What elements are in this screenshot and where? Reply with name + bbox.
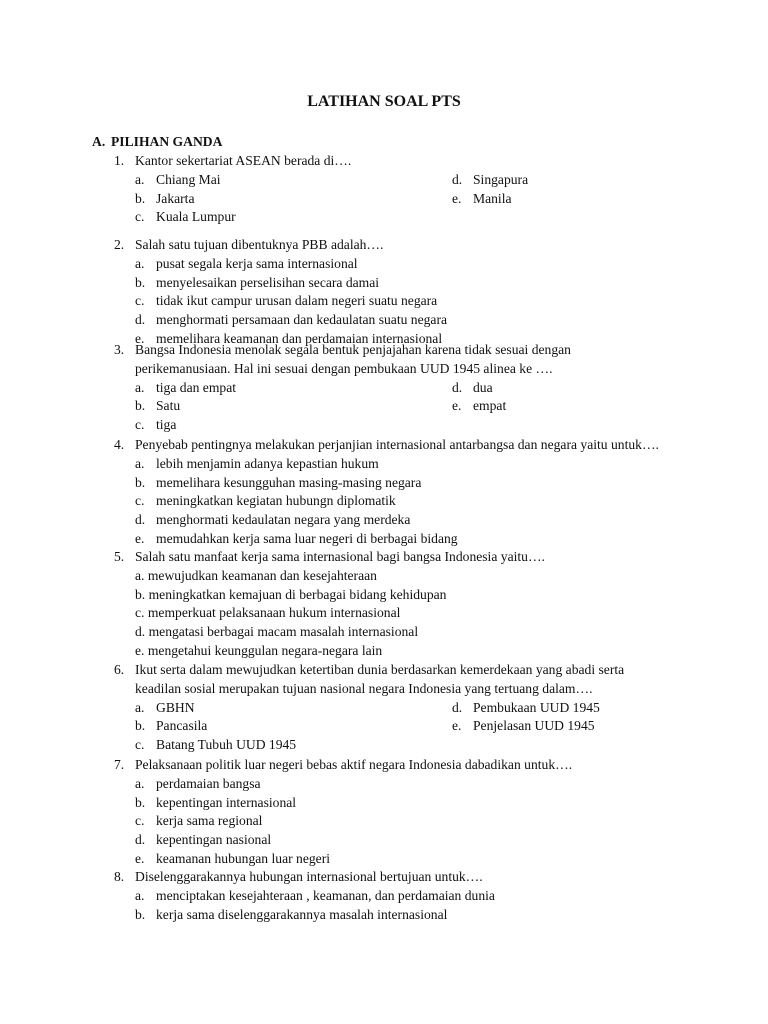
answer-option xyxy=(135,455,379,473)
option-text: perdamaian bangsa xyxy=(156,775,261,791)
question-number: 5. xyxy=(114,549,125,564)
option-letter: c. xyxy=(135,605,145,621)
option-letter: a. xyxy=(135,775,145,791)
question-text: Penyebab pentingnya melakukan perjanjian internasional antarbangsa dan negara yaitu untuk…. xyxy=(135,437,659,452)
option-text: empat xyxy=(473,398,507,414)
question-text: Ikut serta dalam mewujudkan ketertiban dunia berdasarkan kemerdekaan yang abadi serta xyxy=(135,662,625,677)
option-text: mengatasi berbagai macam masalah internasional xyxy=(148,624,419,640)
answer-option xyxy=(135,474,421,492)
option-letter: a. xyxy=(135,567,145,583)
option-letter: d. xyxy=(135,832,146,848)
answer-option xyxy=(135,699,195,717)
question-number: 2. xyxy=(114,237,125,252)
question-text: Salah satu tujuan dibentuknya PBB adalah…. xyxy=(135,237,384,252)
answer-option xyxy=(135,492,396,510)
option-text: lebih menjamin adanya kepastian hukum xyxy=(156,455,379,471)
answer-option xyxy=(135,511,410,529)
answer-option xyxy=(135,190,195,208)
option-letter: c. xyxy=(135,293,145,309)
question-text: Diselenggarakannya hubungan internasional bertujuan untuk…. xyxy=(135,869,483,884)
answer-option xyxy=(452,397,506,415)
option-text: memperkuat pelaksanaan hukum internasional xyxy=(147,605,401,621)
answer-option xyxy=(135,831,271,849)
option-letter: b. xyxy=(135,906,146,922)
answer-option xyxy=(452,190,512,208)
question-text: Pelaksanaan politik luar negeri bebas aktif negara Indonesia dabadikan untuk…. xyxy=(135,757,573,772)
answer-option xyxy=(135,604,400,622)
option-text: Chiang Mai xyxy=(156,171,221,187)
option-letter: a. xyxy=(135,171,145,187)
option-text: menyelesaikan perselisihan secara damai xyxy=(156,274,380,290)
answer-option xyxy=(135,208,236,226)
option-text: menciptakan kesejahteraan , keamanan, dan perdamaian dunia xyxy=(156,887,495,903)
option-text: menghormati persamaan dan kedaulatan suatu negara xyxy=(156,312,448,328)
option-text: Jakarta xyxy=(156,190,195,206)
answer-option xyxy=(135,292,437,310)
section-label: PILIHAN GANDA xyxy=(111,134,223,149)
option-text: GBHN xyxy=(156,699,195,715)
question-number: 7. xyxy=(114,757,125,772)
section-heading xyxy=(92,134,222,150)
question-text: Bangsa Indonesia menolak segala bentuk penjajahan karena tidak sesuai dengan xyxy=(135,342,571,357)
option-text: Manila xyxy=(473,190,512,206)
option-letter: b. xyxy=(135,398,146,414)
option-text: tiga xyxy=(156,417,177,433)
section-letter: A. xyxy=(92,134,106,149)
option-letter: e. xyxy=(135,531,145,546)
answer-option xyxy=(135,906,447,924)
answer-option xyxy=(452,171,528,189)
option-text: mewujudkan keamanan dan kesejahteraan xyxy=(147,567,377,583)
option-text: kerja sama regional xyxy=(156,813,263,829)
option-text: menghormati kedaulatan negara yang merdeka xyxy=(156,512,411,528)
option-text: memudahkan kerja sama luar negeri di berbagai bidang xyxy=(156,531,458,546)
option-letter: e. xyxy=(135,331,145,346)
question-number: 4. xyxy=(114,437,125,452)
question-text: Kantor sekertariat ASEAN berada di…. xyxy=(135,153,352,168)
option-text: meningkatkan kegiatan hubungn diplomatik xyxy=(156,493,396,509)
option-letter: a. xyxy=(135,887,145,903)
option-letter: b. xyxy=(135,794,146,810)
option-letter: b. xyxy=(135,190,146,206)
question-number: 1. xyxy=(114,153,125,168)
option-letter: c. xyxy=(135,209,145,225)
answer-option xyxy=(135,171,221,189)
answer-option xyxy=(135,850,330,868)
option-text: pusat segala kerja sama internasional xyxy=(156,255,358,271)
option-text: dua xyxy=(473,379,493,395)
option-letter: a. xyxy=(135,255,145,271)
answer-option xyxy=(135,311,447,329)
answer-option xyxy=(135,623,418,641)
option-text: mengetahui keunggulan negara-negara lain xyxy=(147,643,383,658)
question-text: Salah satu manfaat kerja sama internasional bagi bangsa Indonesia yaitu…. xyxy=(135,549,545,564)
question-number: 8. xyxy=(114,869,125,884)
answer-option xyxy=(452,379,493,397)
answer-option xyxy=(135,775,261,793)
answer-option xyxy=(135,397,180,415)
option-letter: e. xyxy=(135,851,145,866)
option-letter: e. xyxy=(135,643,145,658)
option-letter: d. xyxy=(452,379,463,395)
answer-option xyxy=(452,717,595,735)
answer-option xyxy=(135,379,236,397)
question-text: perikemanusiaan. Hal ini sesuai dengan pembukaan UUD 1945 alinea ke …. xyxy=(135,360,553,376)
option-text: kerja sama diselenggarakannya masalah internasional xyxy=(156,906,448,922)
answer-option xyxy=(135,274,379,292)
option-text: keamanan hubungan luar negeri xyxy=(156,851,331,866)
option-letter: e. xyxy=(452,190,462,206)
option-text: Singapura xyxy=(473,171,529,187)
question-number: 3. xyxy=(114,342,125,357)
answer-option xyxy=(135,794,296,812)
answer-option xyxy=(135,812,262,830)
answer-option xyxy=(135,255,358,273)
option-letter: d. xyxy=(452,699,463,715)
option-letter: b. xyxy=(135,586,146,602)
option-text: Satu xyxy=(156,398,181,414)
answer-option xyxy=(135,887,495,905)
question-text: keadilan sosial merupakan tujuan nasional negara Indonesia yang tertuang dalam…. xyxy=(135,680,593,696)
option-letter: b. xyxy=(135,274,146,290)
option-letter: e. xyxy=(452,718,462,734)
option-letter: d. xyxy=(135,312,146,328)
option-letter: b. xyxy=(135,718,146,734)
option-letter: c. xyxy=(135,813,145,829)
option-text: Penjelasan UUD 1945 xyxy=(473,718,595,734)
answer-option xyxy=(135,717,207,735)
answer-option xyxy=(452,699,600,717)
option-letter: a. xyxy=(135,455,145,471)
option-text: kepentingan internasional xyxy=(156,794,297,810)
option-letter: d. xyxy=(135,624,146,640)
answer-option xyxy=(135,586,446,604)
option-text: tiga dan empat xyxy=(156,379,237,395)
option-letter: d. xyxy=(135,512,146,528)
answer-option xyxy=(135,530,458,548)
answer-option xyxy=(135,416,176,434)
option-text: memelihara kesungguhan masing-masing negara xyxy=(156,474,422,490)
option-text: Kuala Lumpur xyxy=(156,209,236,225)
option-text: Pancasila xyxy=(156,718,208,734)
answer-option xyxy=(135,567,377,585)
option-letter: c. xyxy=(135,417,145,433)
option-letter: a. xyxy=(135,379,145,395)
option-text: kepentingan nasional xyxy=(156,832,272,848)
question-number: 6. xyxy=(114,662,125,677)
option-text: Pembukaan UUD 1945 xyxy=(473,699,600,715)
answer-option xyxy=(135,736,296,754)
option-letter: e. xyxy=(452,398,462,414)
option-text: memelihara keamanan dan perdamaian internasional xyxy=(156,331,443,346)
option-text: meningkatkan kemajuan di berbagai bidang kehidupan xyxy=(148,586,447,602)
option-text: Batang Tubuh UUD 1945 xyxy=(156,737,297,753)
option-text: tidak ikut campur urusan dalam negeri suatu negara xyxy=(156,293,438,309)
option-letter: d. xyxy=(452,171,463,187)
option-letter: c. xyxy=(135,737,145,753)
answer-option xyxy=(135,642,382,660)
document-title: LATIHAN SOAL PTS xyxy=(307,93,461,110)
option-letter: a. xyxy=(135,699,145,715)
option-letter: c. xyxy=(135,493,145,509)
option-letter: b. xyxy=(135,474,146,490)
